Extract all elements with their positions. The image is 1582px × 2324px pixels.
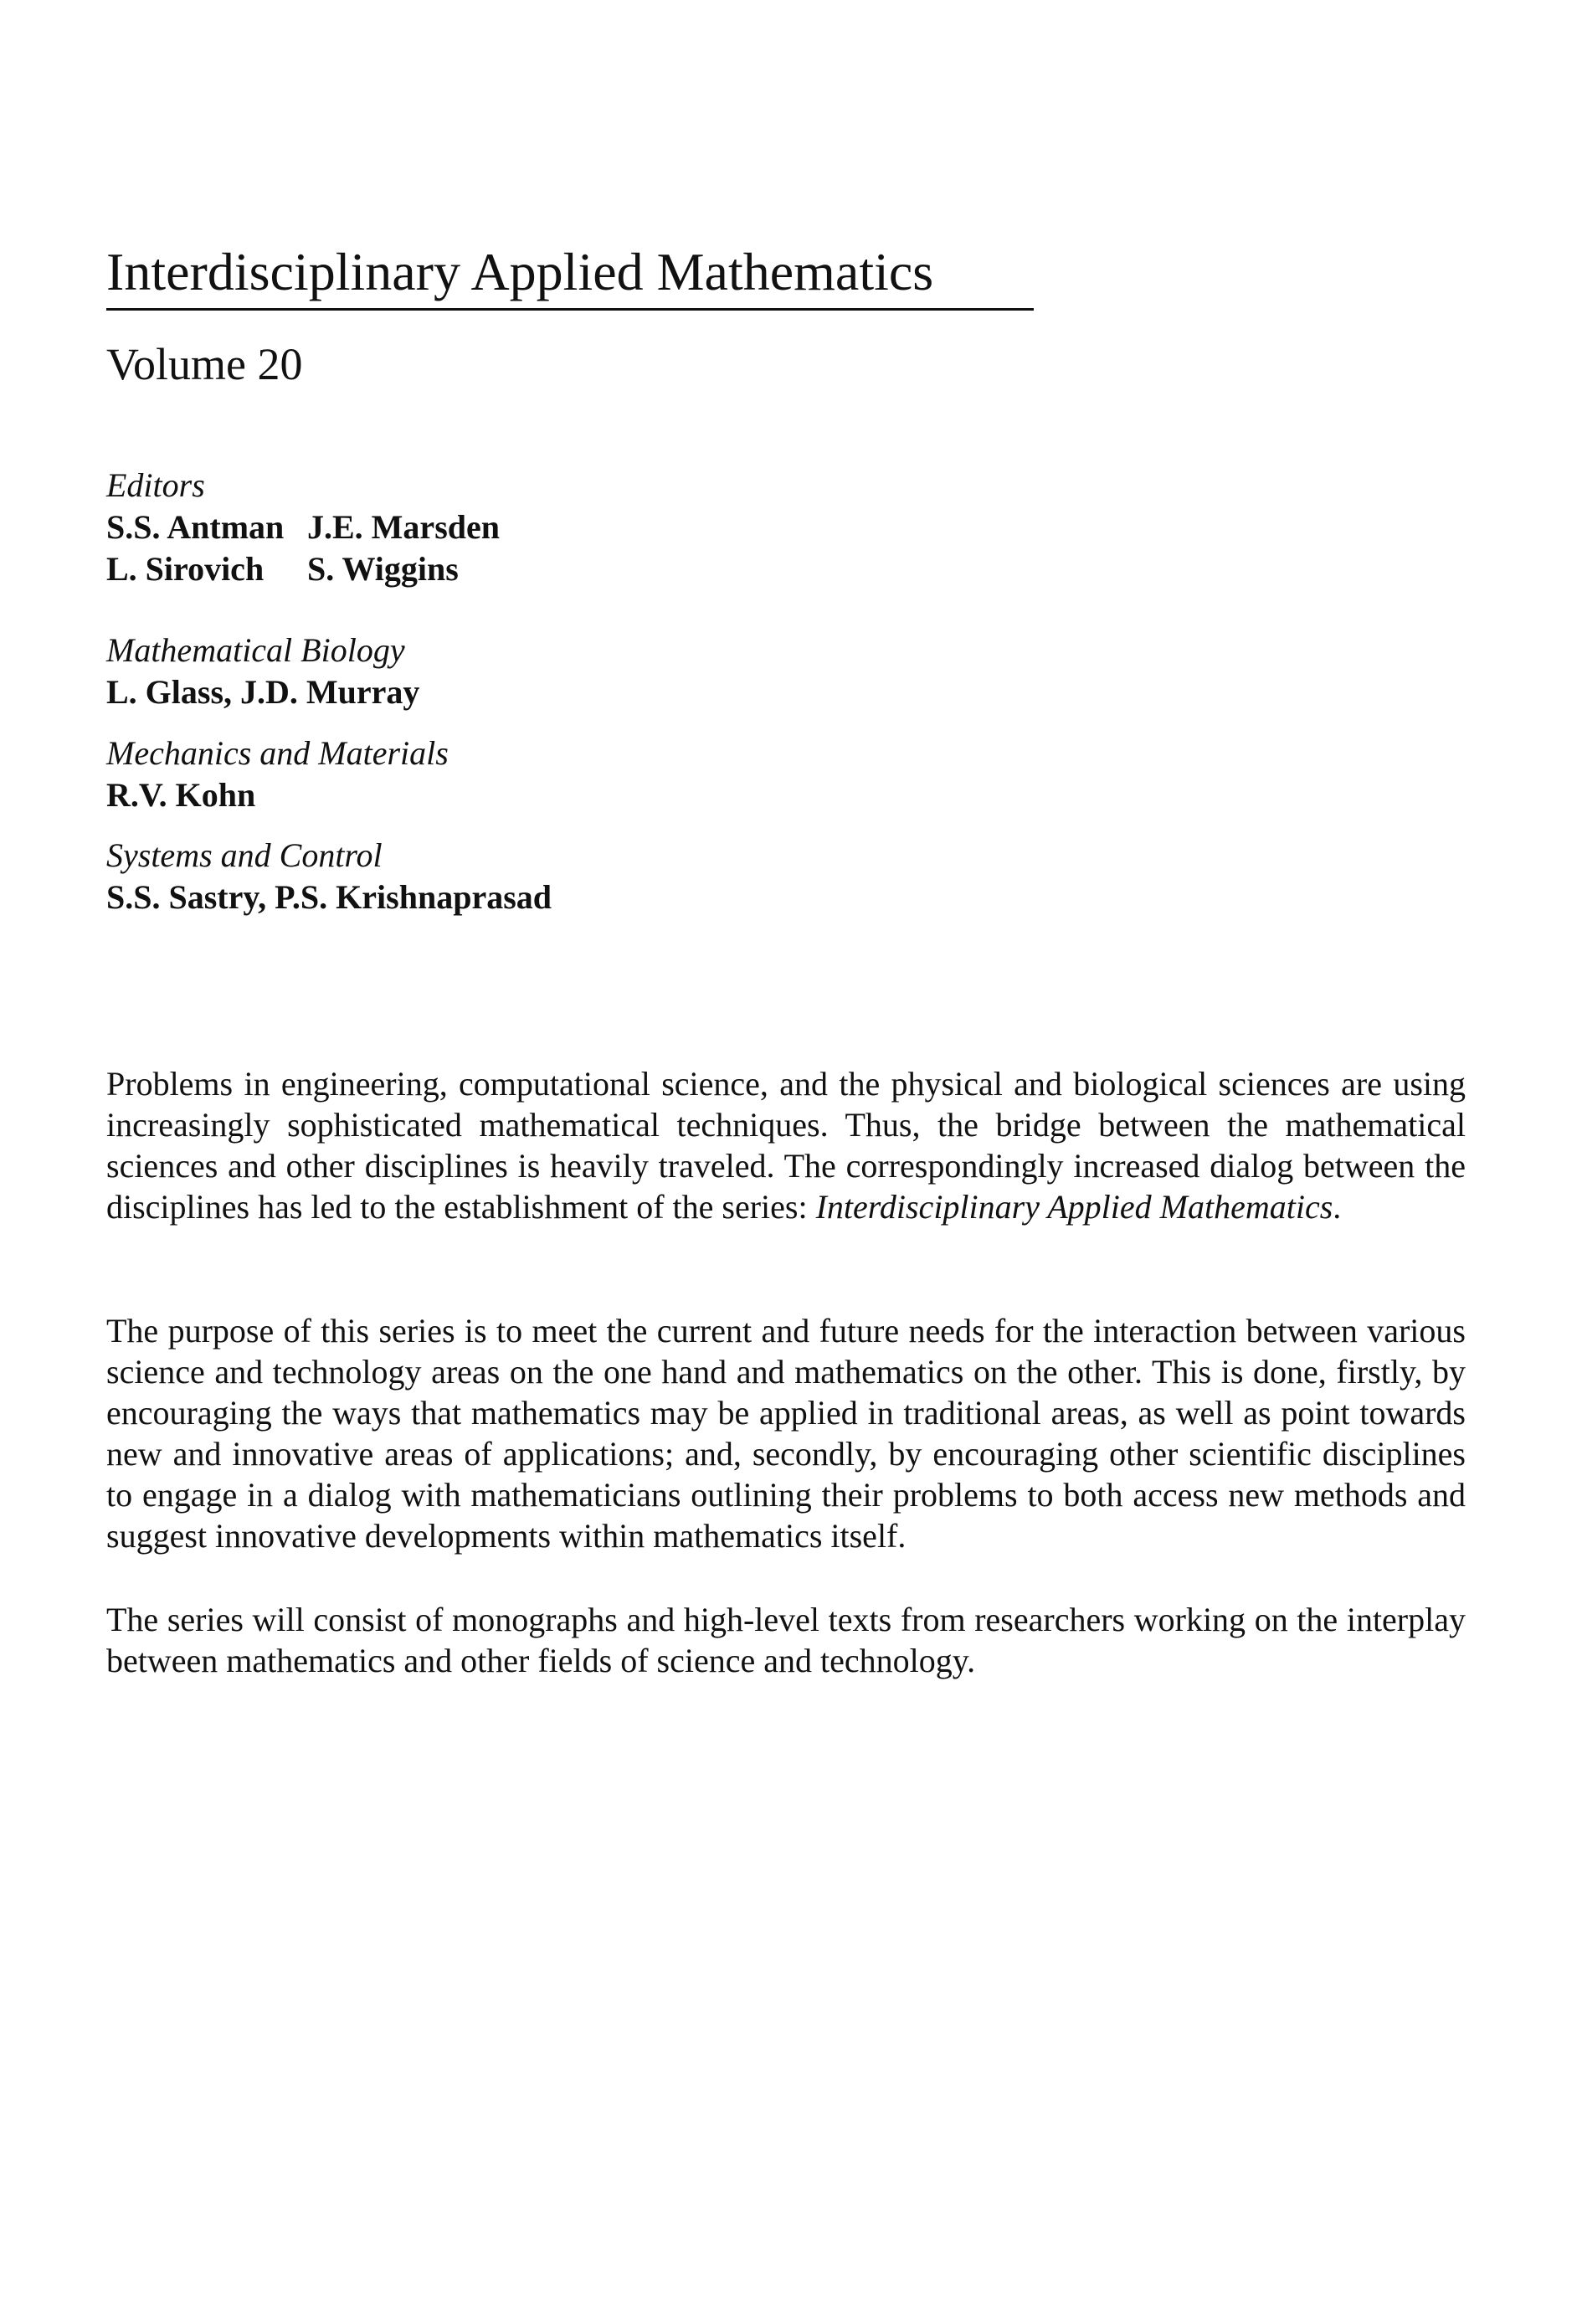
section-editors: L. Glass, J.D. Murray: [106, 673, 420, 711]
volume-number: Volume 20: [106, 339, 303, 389]
section-systems-and-control: [106, 835, 552, 918]
section-label: Mechanics and Materials: [106, 734, 449, 772]
editors-block: [106, 465, 500, 590]
series-name-italic: Interdisciplinary Applied Mathematics: [815, 1188, 1333, 1226]
editor-name: S.S. Antman: [106, 508, 285, 546]
editors-list: [106, 506, 500, 590]
editor-name: J.E. Marsden: [307, 508, 500, 546]
section-label: Systems and Control: [106, 836, 383, 874]
editors-label: Editors: [106, 466, 205, 504]
purpose-paragraph: The purpose of this series is to meet the current and future needs for the interaction between various science and technology areas on the one hand and mathematics on the other. This is done, firstly, by encouraging the ways that mathematics may be applied in traditional areas, as well as point towards new and innovative areas of applications; and, secondly, by encouraging other scientific disciplines to engage in a dialog with mathematicians outlining their problems to both access new methods and suggest innovative developments within mathematics itself.: [106, 1312, 1466, 1555]
intro-text: Problems in engineering, computational science, and the physical and biological sciences are using increasingly sophisticated mathematical techniques. Thus, the bridge between the mathematical sciences and other disciplines is heavily traveled. The correspondingly increased dialog between the disciplines has led to the establishment of the series:: [106, 1065, 1466, 1226]
intro-paragraph: [106, 1063, 1466, 1227]
section-mechanics-and-materials: [106, 733, 449, 816]
editor-name: L. Sirovich: [106, 550, 265, 588]
section-editors: S.S. Sastry, P.S. Krishnaprasad: [106, 878, 552, 916]
series-title: Interdisciplinary Applied Mathematics: [106, 242, 934, 301]
intro-period: .: [1333, 1188, 1342, 1226]
scope-paragraph: The series will consist of monographs and high-level texts from researchers working on the interplay between mathematics and other fields of science and technology.: [106, 1601, 1466, 1679]
title-underline: [106, 308, 1034, 311]
section-mathematical-biology: [106, 630, 419, 713]
editor-name: S. Wiggins: [307, 550, 459, 588]
section-label: Mathematical Biology: [106, 631, 405, 669]
section-editors: R.V. Kohn: [106, 776, 256, 814]
